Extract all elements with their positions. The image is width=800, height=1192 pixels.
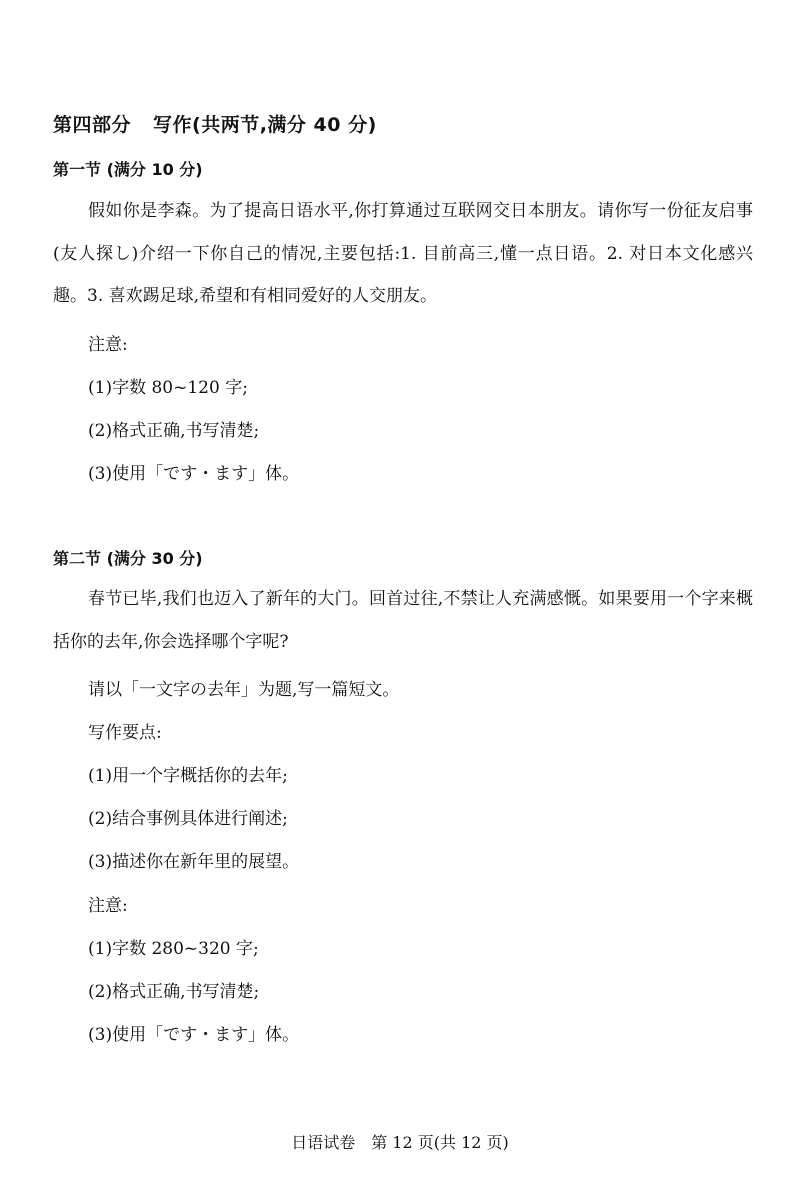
section1-note-3: (3)使用「です・ます」体。 [88,464,300,484]
section2-point-2: (2)结合事例具体进行阐述; [88,809,288,829]
section2-note-1: (1)字数 280~320 字; [88,939,259,959]
section1-paragraph: 假如你是李森。为了提高日语水平,你打算通过互联网交日本朋友。请你写一份征友启事(友人探し)介绍一下你自己的情况,主要包括:1. 目前高三,懂一点日语。2. 对日本文化感兴趣。3. 喜欢踢足球,希望和有相同爱好的人交朋友。 [53,201,753,306]
part-heading [53,110,377,137]
section1-note-2: (2)格式正确,书写清楚; [88,421,260,441]
section2-note-2: (2)格式正确,书写清楚; [88,982,260,1002]
section2-notes-label: 注意: [88,896,128,916]
section1-title: 第一节 (满分 10 分) [53,160,203,179]
section2-note-3: (3)使用「です・ます」体。 [88,1025,300,1045]
section2-point-1: (1)用一个字概括你的去年; [88,766,288,786]
section1-note-1: (1)字数 80~120 字; [88,378,248,398]
section2-title: 第二节 (满分 30 分) [53,549,203,568]
section2-paragraph: 春节已毕,我们也迈入了新年的大门。回首过往,不禁让人充满感慨。如果要用一个字来概括你的去年,你会选择哪个字呢? [53,589,753,652]
section2-point-3: (3)描述你在新年里的展望。 [88,852,300,872]
part-heading-title: 写作(共两节,满分 40 分) [153,114,377,136]
page-footer: 日语试卷 第 12 页(共 12 页) [291,1133,509,1152]
section1-notes-label: 注意: [88,335,128,355]
section2-prompt: 请以「一文字の去年」为题,写一篇短文。 [88,680,400,700]
section2-points-label: 写作要点: [88,723,162,743]
part-label: 第四部分 [53,114,132,136]
